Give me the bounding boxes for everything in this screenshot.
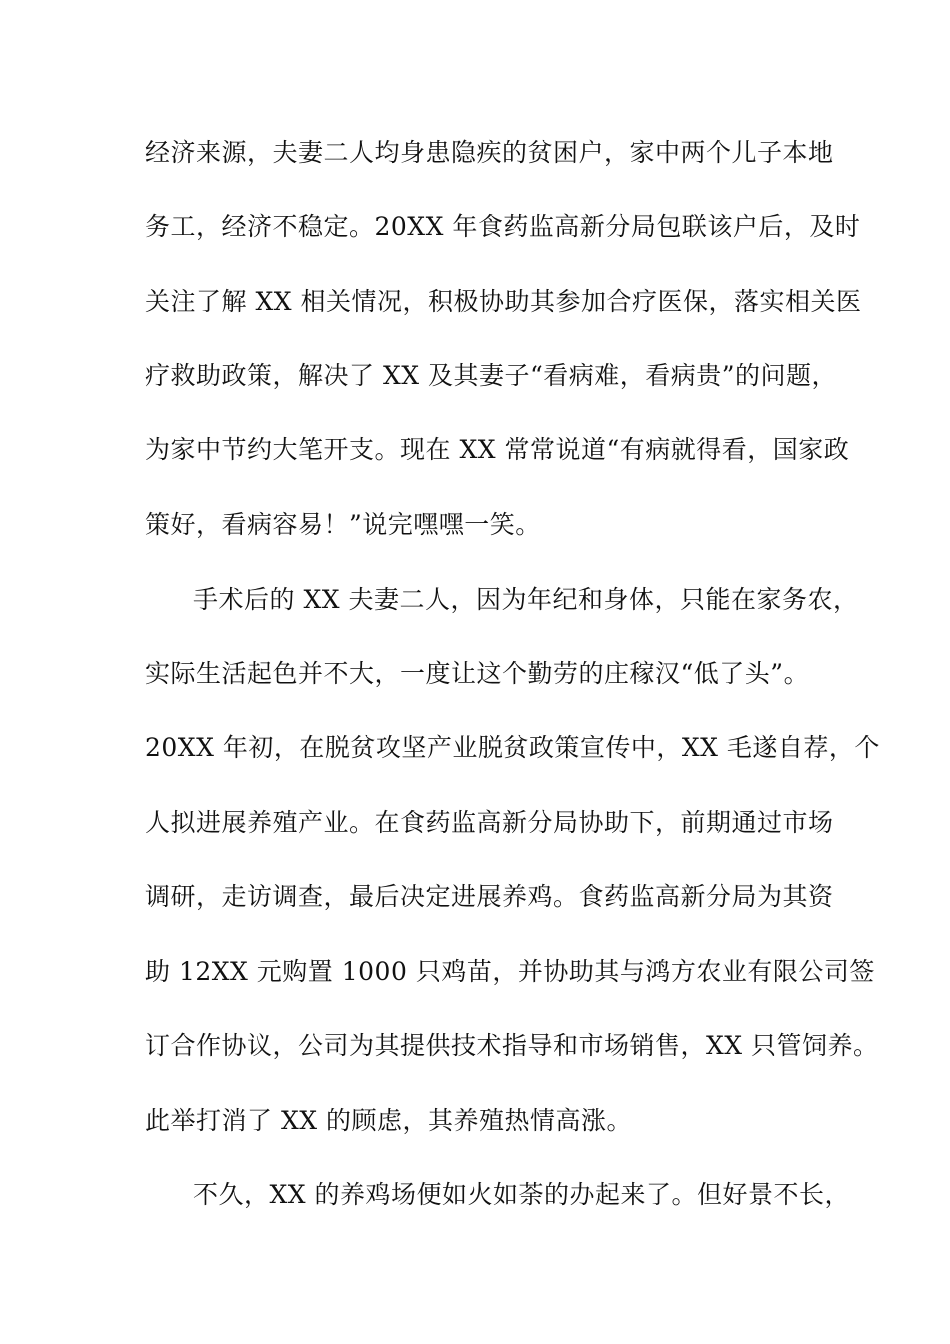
paragraph-first-line: 不久，XX 的养鸡场便如火如荼的办起来了。但好景不长， <box>193 1180 851 1209</box>
text-line: 人拟进展养殖产业。在食药监高新分局协助下，前期通过市场 <box>145 808 834 837</box>
text-line: 20XX 年初，在脱贫攻坚产业脱贫政策宣传中，XX 毛遂自荐，个 <box>145 733 880 762</box>
text-line: 疗救助政策，解决了 XX 及其妻子“看病难，看病贵”的问题， <box>145 361 838 390</box>
text-line: 实际生活起色并不大，一度让这个勤劳的庄稼汉“低了头”。 <box>145 659 810 688</box>
text-line: 助 12XX 元购置 1000 只鸡苗，并协助其与鸿方农业有限公司签 <box>145 957 875 986</box>
paragraph-first-line: 手术后的 XX 夫妻二人，因为年纪和身体，只能在家务农， <box>193 585 859 614</box>
text-line: 关注了解 XX 相关情况，积极协助其参加合疗医保，落实相关医 <box>145 287 862 316</box>
text-line: 经济来源，夫妻二人均身患隐疾的贫困户，家中两个儿子本地 <box>145 138 834 167</box>
text-line: 订合作协议，公司为其提供技术指导和市场销售，XX 只管饲养。 <box>145 1031 879 1060</box>
text-line: 为家中节约大笔开支。现在 XX 常常说道“有病就得看，国家政 <box>145 435 850 464</box>
text-line: 务工，经济不稳定。20XX 年食药监高新分局包联该户后，及时 <box>145 212 861 241</box>
text-line: 此举打消了 XX 的顾虑，其养殖热情高涨。 <box>145 1106 632 1135</box>
text-line: 调研，走访调查，最后决定进展养鸡。食药监高新分局为其资 <box>145 882 834 911</box>
text-line: 策好，看病容易！”说完嘿嘿一笑。 <box>145 510 541 539</box>
